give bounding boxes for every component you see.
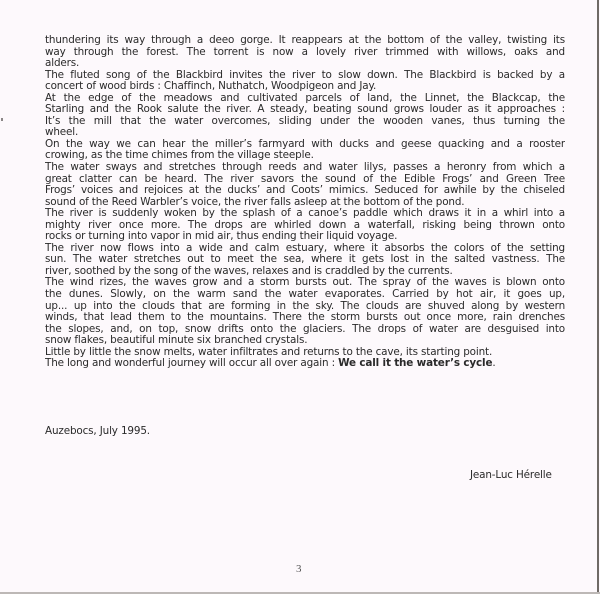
text-line: river, soothed by the song of the waves, relaxes and is craddled by the currents.	[45, 265, 453, 277]
text-line: alders.	[45, 58, 80, 70]
closing-line-bold: We call it the water’s cycle	[338, 358, 493, 370]
body-text	[45, 35, 565, 370]
text-line: The river now flows into a wide and calm estuary, where it absorbs the colors of the setting	[45, 242, 565, 254]
page-number: 3	[296, 563, 302, 575]
text-line: The river is suddenly woken by the splash of a canoe’s paddle which draws it in a whirl into a	[45, 208, 565, 220]
place-date: Auzebocs, July 1995.	[45, 425, 150, 437]
text-line: The wind rizes, the waves grow and a storm bursts out. The spray of the waves is blown onto	[45, 277, 565, 289]
text-line: It’s the mill that the water overcomes, sliding under the wooden vanes, thus turning the	[45, 115, 565, 127]
closing-line-suffix: .	[492, 358, 496, 370]
text-line: great clatter can be heard. The river savors the sound of the Edible Frogs’ and Green Tree	[45, 173, 565, 185]
text-line: thundering its way through a deeo gorge. It reappears at the bottom of the valley, twisting its	[45, 35, 565, 46]
text-line: crowing, as the time chimes from the village steeple.	[45, 150, 314, 162]
text-line: sun. The water stretches out to meet the sea, where it gets lost in the salted vastness. The	[45, 254, 565, 266]
text-line: Starling and the Rook salute the river. A steady, beating sound grows louder as it approaches :	[45, 104, 565, 116]
closing-line-prefix: The long and wonderful journey will occur all over again :	[45, 358, 339, 370]
margin-mark	[1, 118, 3, 121]
text-line: rocks or turning into vapor in mid air, thus ending their liquid voyage.	[45, 231, 398, 243]
text-line: The water sways and stretches through reeds and water lilys, passes a heronry from which a	[45, 162, 565, 174]
text-line: Frogs’ voices and rejoices at the ducks’ and Coots’ mimics. Seduced for awhile by the chiseled	[45, 185, 565, 197]
page-edge-right	[597, 0, 599, 594]
text-line: concert of wood birds : Chaffinch, Nuthatch, Woodpigeon and Jay.	[45, 81, 377, 93]
text-line: way through the forest. The torrent is now a lovely river trimmed with willows, oaks and	[45, 46, 565, 58]
text-line: On the way we can hear the miller’s farmyard with ducks and geese quacking and a rooster	[45, 138, 565, 150]
text-line: At the edge of the meadows and cultivated parcels of land, the Linnet, the Blackcap, the	[45, 92, 565, 104]
text-line: winds, that lead them to the mountains. There the storm bursts out once more, rain drenches	[45, 312, 565, 324]
text-line: The fluted song of the Blackbird invites the river to slow down. The Blackbird is backed by a	[45, 69, 565, 81]
text-line: up... up into the clouds that are forming in the sky. The clouds are shuved along by western	[45, 300, 565, 312]
text-line: the dunes. Slowly, on the warm sand the water evaporates. Carried by hot air, it goes up,	[45, 289, 565, 301]
text-line: mighty river once more. The drops are whirled down a waterfall, risking being thrown onto	[45, 219, 565, 231]
closing-line	[45, 358, 565, 370]
text-line: sound of the Reed Warbler’s voice, the river falls asleep at the bottom of the pond.	[45, 196, 465, 208]
text-line: snow flakes, beautiful minute six branched crystals.	[45, 335, 308, 347]
signature: Jean-Luc Hérelle	[470, 469, 552, 481]
text-line: wheel.	[45, 127, 79, 139]
text-line: the slopes, and, on top, snow drifts onto the glaciers. The drops of water are desguised into	[45, 323, 565, 335]
text-line: Little by little the snow melts, water infiltrates and returns to the cave, its starting point.	[45, 346, 493, 358]
